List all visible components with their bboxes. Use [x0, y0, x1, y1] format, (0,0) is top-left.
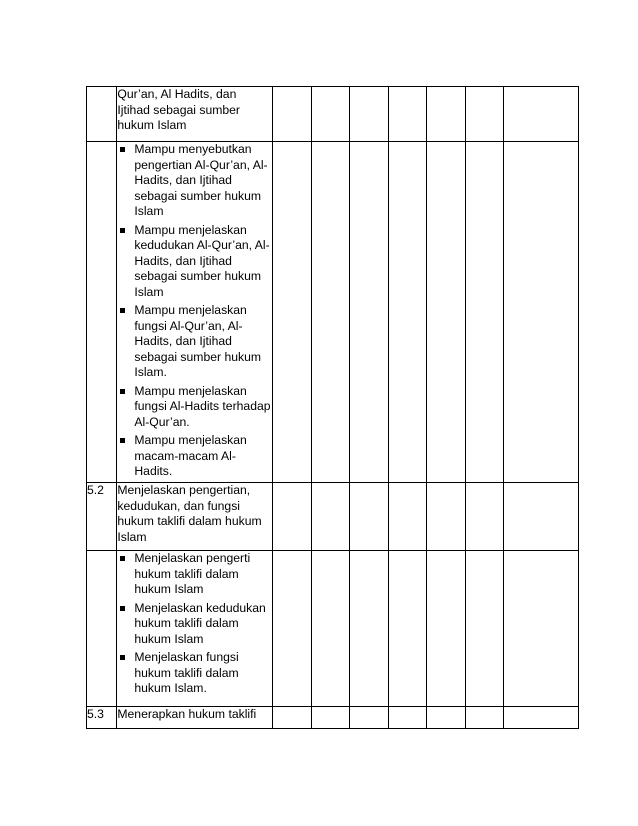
row-number: 5.2	[87, 483, 117, 551]
row-number	[87, 87, 117, 142]
assessment-cell	[311, 483, 349, 551]
assessment-cell	[504, 142, 579, 483]
assessment-cell	[427, 707, 465, 729]
competency-text: Menjelaskan pengertian, kedudukan, dan fungsi hukum taklifi dalam hukum Islam	[117, 483, 273, 551]
competency-text: Qur’an, Al Hadits, dan Ijtihad sebagai sumber hukum Islam	[117, 87, 273, 142]
assessment-cell	[504, 87, 579, 142]
table-row	[87, 142, 579, 483]
competency-text: Menerapkan hukum taklifi	[117, 707, 273, 729]
list-item: Mampu menjelaskan macam-macam Al-Hadits.	[117, 433, 272, 480]
list-item: Mampu menyebutkan pengertian Al-Qur’an, Al-Hadits, dan Ijtihad sebagai sumber hukum Islam	[117, 142, 272, 220]
assessment-cell	[388, 707, 426, 729]
competency-table	[86, 86, 579, 729]
list-item: Mampu menjelaskan kedudukan Al-Qur’an, Al-Hadits, dan Ijtihad sebagai sumber hukum Islam	[117, 223, 272, 301]
table-row	[87, 707, 579, 729]
assessment-cell	[273, 87, 311, 142]
assessment-cell	[350, 87, 388, 142]
assessment-cell	[504, 483, 579, 551]
assessment-cell	[427, 142, 465, 483]
list-item: Menjelaskan fungsi hukum taklifi dalam hukum Islam.	[117, 650, 272, 697]
indicator-list	[117, 551, 273, 707]
assessment-cell	[427, 483, 465, 551]
assessment-cell	[388, 87, 426, 142]
assessment-cell	[465, 551, 503, 707]
list-item: Menjelaskan kedudukan hukum taklifi dalam hukum Islam	[117, 601, 272, 648]
assessment-cell	[311, 142, 349, 483]
list-item: Menjelaskan pengerti hukum taklifi dalam hukum Islam	[117, 551, 272, 598]
assessment-cell	[465, 707, 503, 729]
table-row	[87, 483, 579, 551]
table-row	[87, 87, 579, 142]
assessment-cell	[465, 142, 503, 483]
assessment-cell	[350, 483, 388, 551]
assessment-cell	[388, 142, 426, 483]
assessment-cell	[350, 551, 388, 707]
assessment-cell	[388, 551, 426, 707]
indicator-list	[117, 142, 273, 483]
assessment-cell	[427, 87, 465, 142]
bullet-icon	[120, 147, 125, 152]
bullet-icon	[120, 556, 125, 561]
table-row	[87, 551, 579, 707]
assessment-cell	[350, 142, 388, 483]
assessment-cell	[311, 707, 349, 729]
assessment-cell	[273, 142, 311, 483]
assessment-cell	[311, 551, 349, 707]
bullet-icon	[120, 228, 125, 233]
assessment-cell	[388, 483, 426, 551]
list-item: Mampu menjelaskan fungsi Al-Hadits terhadap Al-Qur’an.	[117, 384, 272, 431]
list-item: Mampu menjelaskan fungsi Al-Qur’an, Al-Hadits, dan Ijtihad sebagai sumber hukum Islam.	[117, 303, 272, 381]
bullet-icon	[120, 389, 125, 394]
bullet-icon	[120, 606, 125, 611]
row-number	[87, 142, 117, 483]
assessment-cell	[465, 87, 503, 142]
assessment-cell	[504, 707, 579, 729]
assessment-cell	[504, 551, 579, 707]
assessment-cell	[273, 551, 311, 707]
bullet-icon	[120, 308, 125, 313]
assessment-cell	[350, 707, 388, 729]
bullet-icon	[120, 438, 125, 443]
assessment-cell	[273, 483, 311, 551]
assessment-cell	[465, 483, 503, 551]
assessment-cell	[273, 707, 311, 729]
row-number: 5.3	[87, 707, 117, 729]
row-number	[87, 551, 117, 707]
assessment-cell	[311, 87, 349, 142]
bullet-icon	[120, 655, 125, 660]
assessment-cell	[427, 551, 465, 707]
